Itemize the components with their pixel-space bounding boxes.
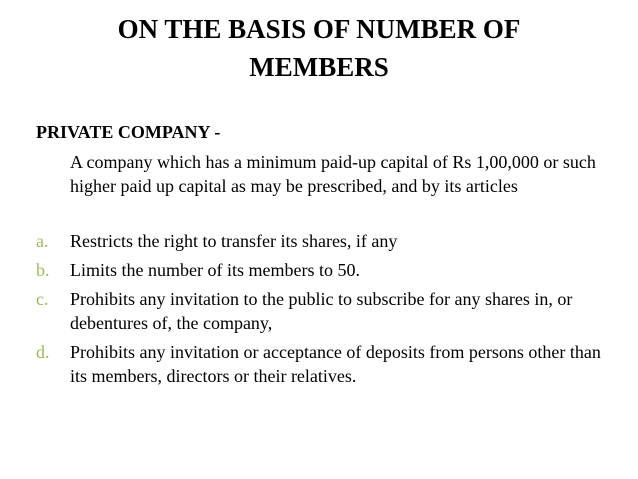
list-item-text: Prohibits any invitation or acceptance of deposits from persons other than its members, directors or their relatives. (70, 342, 601, 386)
conditions-list (36, 229, 616, 393)
intro-paragraph: A company which has a minimum paid-up capital of Rs 1,00,000 or such higher paid up capital as may be prescribed, and by its articles (70, 152, 596, 196)
list-marker: a. (36, 231, 49, 251)
section-heading: PRIVATE COMPANY - (36, 122, 221, 142)
list-item-text: Prohibits any invitation to the public to subscribe for any shares in, or debentures of, the company, (70, 289, 573, 333)
list-item (36, 287, 616, 335)
list-item-text: Limits the number of its members to 50. (70, 260, 360, 280)
list-item (36, 258, 616, 282)
list-marker: b. (36, 260, 50, 280)
slide-title: ON THE BASIS OF NUMBER OF MEMBERS (117, 14, 521, 82)
list-item (36, 229, 616, 253)
list-item (36, 340, 616, 388)
list-marker: c. (36, 289, 49, 309)
list-item-text: Restricts the right to transfer its shares, if any (70, 231, 398, 251)
list-marker: d. (36, 342, 50, 362)
